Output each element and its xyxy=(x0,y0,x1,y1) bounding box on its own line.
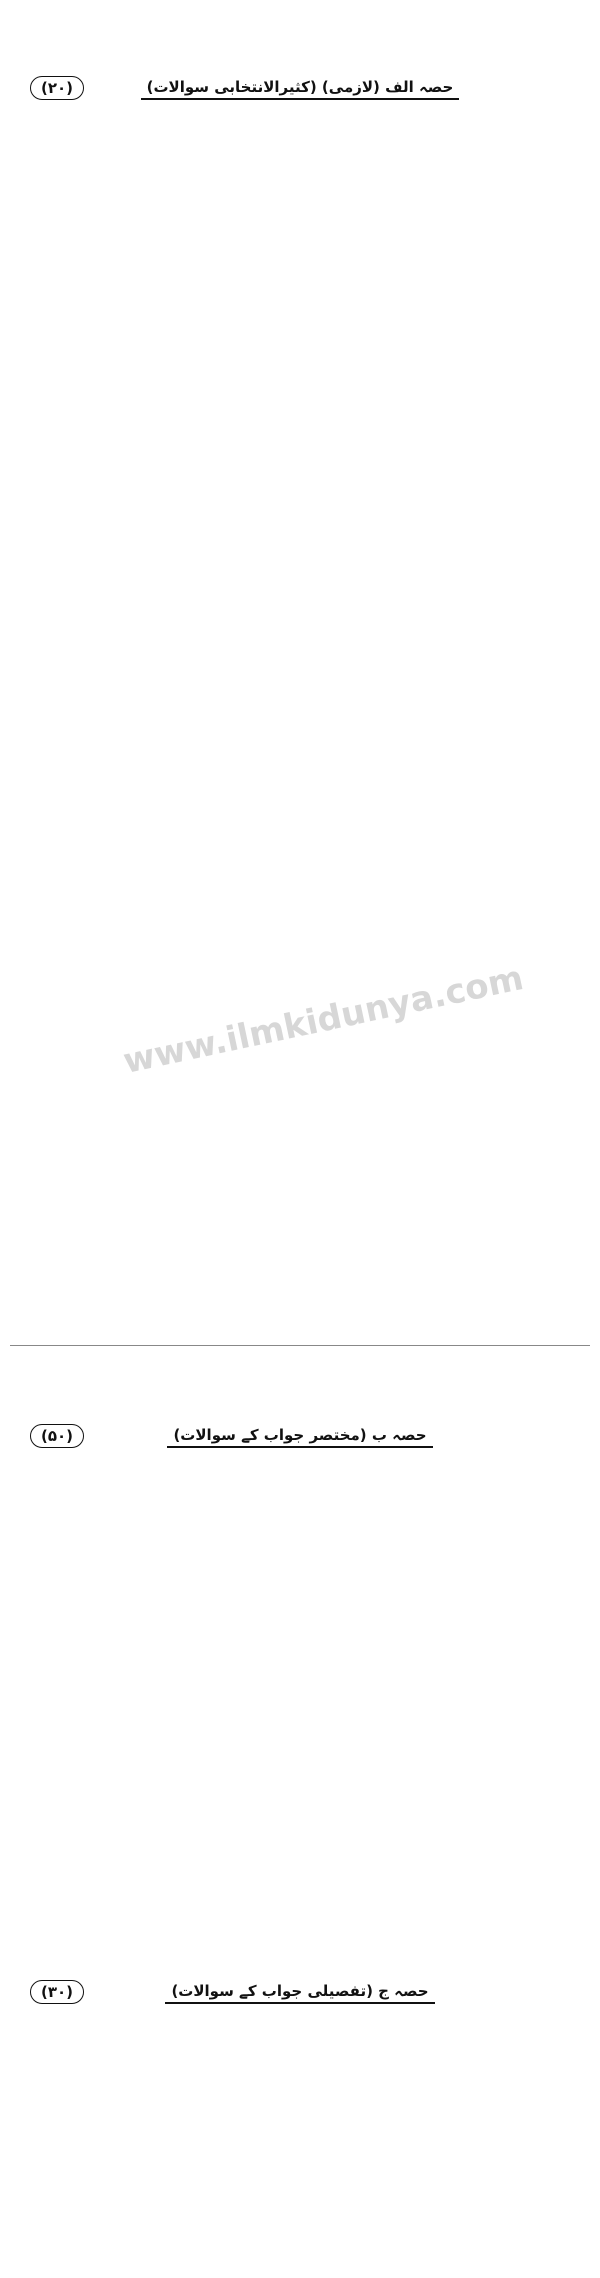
section-marks: (۵۰) xyxy=(30,1424,84,1448)
section-marks: (۲۰) xyxy=(30,76,84,100)
section-title: حصہ ب (مختصر جواب کے سوالات) xyxy=(167,1424,432,1448)
watermark: www.ilmkidunya.com xyxy=(119,958,527,1082)
section-title: حصہ ج (تفصیلی جواب کے سوالات) xyxy=(165,1980,434,2004)
section-a-heading xyxy=(10,76,590,100)
section-c-heading xyxy=(10,1980,590,2004)
section-title: حصہ الف (لازمی) (کثیرالانتخابی سوالات) xyxy=(141,76,460,100)
section-b-heading xyxy=(10,1424,590,1448)
section-marks: (۳۰) xyxy=(30,1980,84,2004)
divider xyxy=(10,1345,590,1346)
